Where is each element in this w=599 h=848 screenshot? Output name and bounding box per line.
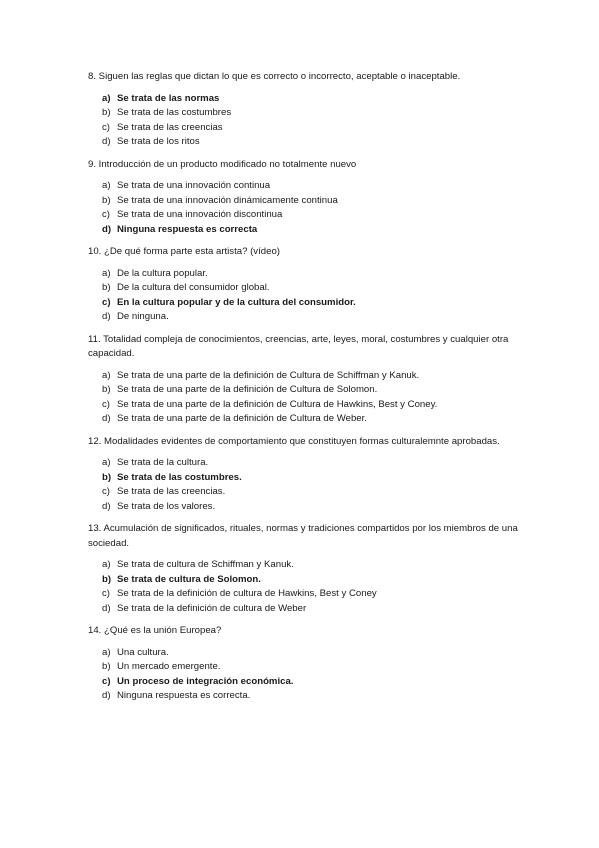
- question-text: 12. Modalidades evidentes de comportamiento que constituyen formas culturalemnte aprobadas.: [88, 435, 500, 447]
- option-text: Se trata de una parte de la definición de Cultura de Weber.: [117, 413, 367, 424]
- option-letter: a): [102, 92, 111, 104]
- option-text: En la cultura popular y de la cultura del consumidor.: [117, 296, 356, 308]
- answer-option: [88, 135, 518, 150]
- option-letter: b): [102, 107, 111, 118]
- option-letter: c): [102, 121, 110, 133]
- option-text: Se trata de la definición de cultura de Hawkins, Best y Coney: [117, 588, 377, 599]
- answer-option: [88, 689, 518, 704]
- option-letter: c): [102, 588, 110, 599]
- answer-option: [88, 194, 518, 209]
- option-text: Se trata de las normas: [117, 92, 220, 104]
- answer-option: [88, 646, 518, 661]
- option-letter: b): [102, 471, 112, 483]
- option-text: Se trata de las costumbres.: [117, 471, 242, 483]
- answer-option-correct: [88, 92, 518, 107]
- option-text: Se trata de cultura de Solomon.: [117, 573, 261, 585]
- answer-option: [88, 456, 518, 471]
- option-text: Ninguna respuesta es correcta: [117, 223, 258, 235]
- option-text: Se trata de cultura de Schiffman y Kanuk.: [117, 559, 294, 570]
- answer-option: [88, 660, 518, 675]
- option-text: Se trata de los valores.: [117, 500, 216, 512]
- answer-option-correct: [88, 675, 518, 690]
- option-text: Se trata de una innovación dinámicamente continua: [117, 194, 338, 206]
- option-letter: c): [102, 296, 111, 308]
- answer-options: [88, 179, 518, 237]
- question-block: [88, 624, 518, 704]
- question-block: [88, 435, 518, 515]
- option-text: Se trata de las costumbres: [117, 107, 232, 118]
- option-text: De la cultura popular.: [117, 267, 208, 279]
- answer-option-correct: [88, 223, 518, 238]
- answer-options: [88, 92, 518, 150]
- option-letter: a): [102, 180, 111, 191]
- question-block: [88, 70, 518, 150]
- option-text: Se trata de una innovación discontinua: [117, 209, 283, 220]
- option-letter: d): [102, 136, 111, 147]
- option-text: Se trata de las creencias.: [117, 486, 226, 497]
- option-letter: a): [102, 559, 111, 570]
- option-letter: b): [102, 661, 111, 672]
- option-letter: d): [102, 500, 111, 512]
- option-letter: c): [102, 675, 111, 687]
- answer-option: [88, 281, 518, 296]
- answer-option: [88, 500, 518, 515]
- answer-option: [88, 558, 518, 573]
- question-block: [88, 158, 518, 238]
- option-text: Se trata de las creencias: [117, 121, 223, 133]
- option-letter: d): [102, 223, 112, 235]
- question-text: 14. ¿Qué es la unión Europea?: [88, 625, 222, 636]
- option-text: Se trata de la definición de cultura de Weber: [117, 602, 307, 614]
- answer-option-correct: [88, 471, 518, 486]
- answer-option: [88, 267, 518, 282]
- option-text: Un mercado emergente.: [117, 661, 221, 672]
- answer-option: [88, 369, 518, 384]
- option-letter: a): [102, 369, 111, 381]
- option-letter: d): [102, 690, 111, 701]
- answer-option: [88, 179, 518, 194]
- question-text: 9. Introducción de un producto modificado no totalmente nuevo: [88, 158, 357, 170]
- answer-options: [88, 558, 518, 616]
- answer-option: [88, 412, 518, 427]
- option-text: Se trata de una parte de la definición de Cultura de Schiffman y Kanuk.: [117, 369, 420, 381]
- answer-option: [88, 208, 518, 223]
- answer-options: [88, 456, 518, 514]
- option-text: Un proceso de integración económica.: [117, 675, 294, 687]
- option-letter: b): [102, 384, 111, 395]
- question-block: [88, 245, 518, 325]
- option-text: Se trata de la cultura.: [117, 457, 209, 468]
- answer-option: [88, 310, 518, 325]
- question-block: [88, 333, 518, 427]
- answer-option: [88, 383, 518, 398]
- answer-option-correct: [88, 296, 518, 311]
- option-text: De la cultura del consumidor global.: [117, 282, 270, 293]
- option-letter: a): [102, 646, 111, 658]
- question-block: [88, 522, 518, 616]
- answer-option: [88, 398, 518, 413]
- answer-option: [88, 587, 518, 602]
- option-text: Ninguna respuesta es correcta.: [117, 690, 251, 701]
- option-letter: a): [102, 267, 111, 279]
- question-text: 8. Siguen las reglas que dictan lo que es correcto o incorrecto, aceptable o inaceptable.: [88, 71, 461, 82]
- option-letter: b): [102, 573, 112, 585]
- question-text: 11. Totalidad compleja de conocimientos, creencias, arte, leyes, moral, costumbres y cualquier otra capacidad.: [88, 333, 509, 359]
- option-letter: b): [102, 194, 111, 206]
- option-letter: d): [102, 413, 111, 424]
- answer-option-correct: [88, 573, 518, 588]
- answer-options: [88, 369, 518, 427]
- option-text: Se trata de una innovación continua: [117, 180, 271, 191]
- option-text: Se trata de una parte de la definición de Cultura de Solomon.: [117, 384, 378, 395]
- option-text: Una cultura.: [117, 646, 169, 658]
- answer-options: [88, 267, 518, 325]
- answer-options: [88, 646, 518, 704]
- option-letter: d): [102, 311, 111, 322]
- option-letter: b): [102, 282, 111, 293]
- option-letter: d): [102, 602, 111, 614]
- answer-option: [88, 106, 518, 121]
- option-letter: c): [102, 486, 110, 497]
- option-letter: c): [102, 209, 110, 220]
- question-text: 13. Acumulación de significados, rituales, normas y tradiciones compartidos por los miembros de una sociedad.: [88, 523, 518, 549]
- option-letter: a): [102, 457, 111, 468]
- question-list: [88, 70, 518, 712]
- option-text: Se trata de los ritos: [117, 136, 200, 147]
- option-text: De ninguna.: [117, 311, 169, 322]
- question-text: 10. ¿De qué forma parte esta artista? (vídeo): [88, 246, 280, 257]
- option-letter: c): [102, 398, 110, 410]
- answer-option: [88, 602, 518, 617]
- option-text: Se trata de una parte de la definición de Cultura de Hawkins, Best y Coney.: [117, 398, 438, 410]
- answer-option: [88, 485, 518, 500]
- answer-option: [88, 121, 518, 136]
